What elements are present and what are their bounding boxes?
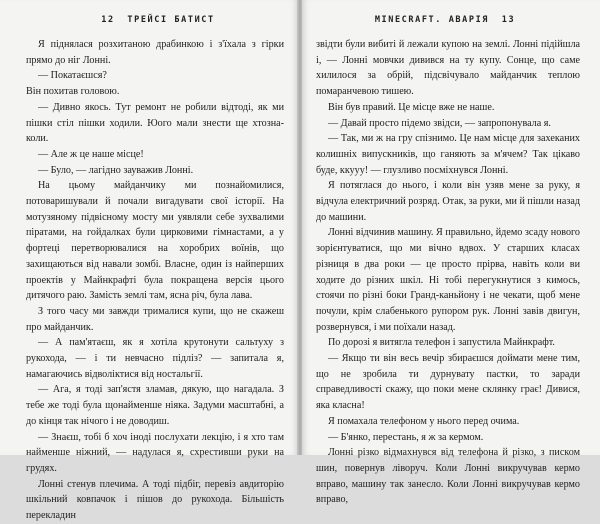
right-page-text	[316, 37, 580, 508]
right-running-head: MINECRAFT. АВАРІЯ	[374, 15, 490, 25]
paragraph: — Але ж це наше місце!	[38, 148, 144, 160]
paragraph: — Б'янко, перестань, я ж за кермом.	[328, 431, 484, 443]
paragraph: Я помахала телефоном у нього перед очима.	[328, 415, 520, 427]
paragraph: — Дивно якось. Тут ремонт не робили відтоді, як ми пішки стіл пішки ходили. Юого мали знести ще хтозна-коли.	[26, 101, 284, 145]
paragraph: Лонні відчинив машину. Я правильно, йдемо зсаду нового зорієнтуватися, що ми вічно вдвох. У старших класах різниця в два роки — це просто прірва, навіть коли ви ходите до різних шкіл. Ні тобі перегукнутися з кимось, стоячи по різні боки Гранд-каньйону і не чекати, щоб мене почули, крім слабенького рупором рук. Лонні завів двигун, розвернувся, і ми поїхали назад.	[316, 227, 580, 333]
paragraph: — Було, — лагідно зауважив Лонні.	[38, 164, 194, 176]
paragraph: — Покатаєшся?	[38, 70, 107, 82]
paragraph: — Ага, я тоді зап'ястя зламав, дякую, що нагадала. З тебе же тоді була щонайменше ніяка. Задуми масштабні, а до кінця так нічого і не доводиш.	[26, 384, 284, 427]
paragraph: По дорозі я витягла телефон і запустила Майнкрафт.	[328, 337, 555, 349]
paragraph: — Давай просто підемо звідси, — запропонувала я.	[328, 117, 551, 129]
right-page-header	[316, 15, 580, 29]
left-page-text	[26, 37, 284, 524]
paragraph: Лонні стенув плечима. А тоді підбіг, перевіз авдиторію шкільний ковпачок і пішов до рукохода. Більшість перекладин	[26, 478, 284, 522]
left-page-header	[26, 15, 284, 29]
paragraph: Лонні різко відмахнувся від телефона й різко, з писком шин, повернув ліворуч. Коли Лонні викручував кермо вправо, машину так занесло. Коли Лонні викручував кермо вправо,	[316, 447, 580, 506]
right-page	[302, 0, 600, 506]
left-page	[0, 0, 298, 522]
paragraph: — А пам'ятаєш, як я хотіла крутонути сальтуху з рукохода, — і ти невчасно підліз? — запитала я, намагаючись відволіктися від ностальгії.	[26, 337, 284, 380]
paragraph: На цьому майданчику ми познайомилися, потоваришували й почали вигадувати свої історії. На мотузяному підвісному мосту ми уявляли себе зухвалими піратами, на гойдалках були цирковими гімнастами, а у фортеці перетворювалися на хоробрих воїнів, що захищаються від навали зомбі. Власне, один із найперших проектів у Майнкрафті була покращена версія цього дитячого раю. Замість землі там, ясна річ, була лава.	[26, 180, 284, 302]
paragraph: — Якщо ти він весь вечір збираєшся доймати мене тим, що не зробила ти дурнувату пастки, то заради справедливості скажу, що поки мене склянку грає! Дивися, яка класна!	[316, 353, 580, 412]
right-page-number: 13	[501, 15, 516, 25]
paragraph: Він був правий. Це місце вже не наше.	[328, 101, 495, 113]
paragraph: Я піднялася розхитаною драбинкою і з'їхала з гірки прямо до ніг Лонні.	[26, 39, 284, 66]
paragraph: Він похитав головою.	[26, 86, 120, 98]
left-running-head: ТРЕЙСІ БАТИСТ	[127, 15, 215, 25]
paragraph: З того часу ми завжди трималися купи, що не скажеш про майданчик.	[26, 305, 284, 333]
paragraph: — Так, ми ж на гру спізнимо. Це нам місце для захеканих колишніх випускників, що ганяють за м'ячем? Так цікаво буде, ккууу! — глузливо посміхнувся Лонні.	[316, 133, 580, 176]
left-page-number: 12	[101, 15, 115, 25]
paragraph: — Знаєш, тобі б хоч іноді послухати лекцію, і я хто там найменше ніжний, — надулася я, схрестивши руки на грудях.	[26, 431, 284, 474]
paragraph: звідти були вибиті й лежали купою на землі. Лонні підійшла і, — Лонні мовчки дивився на ту купу. Сонце, що саме хилилося за обрій, підсвічувало майданчик теплою помаранчевою тишею.	[316, 39, 580, 98]
paragraph: Я потяглася до нього, і коли він узяв мене за руку, я відчула електричний розряд. Отак, за руки, ми й пішли назад до машини.	[316, 180, 580, 223]
